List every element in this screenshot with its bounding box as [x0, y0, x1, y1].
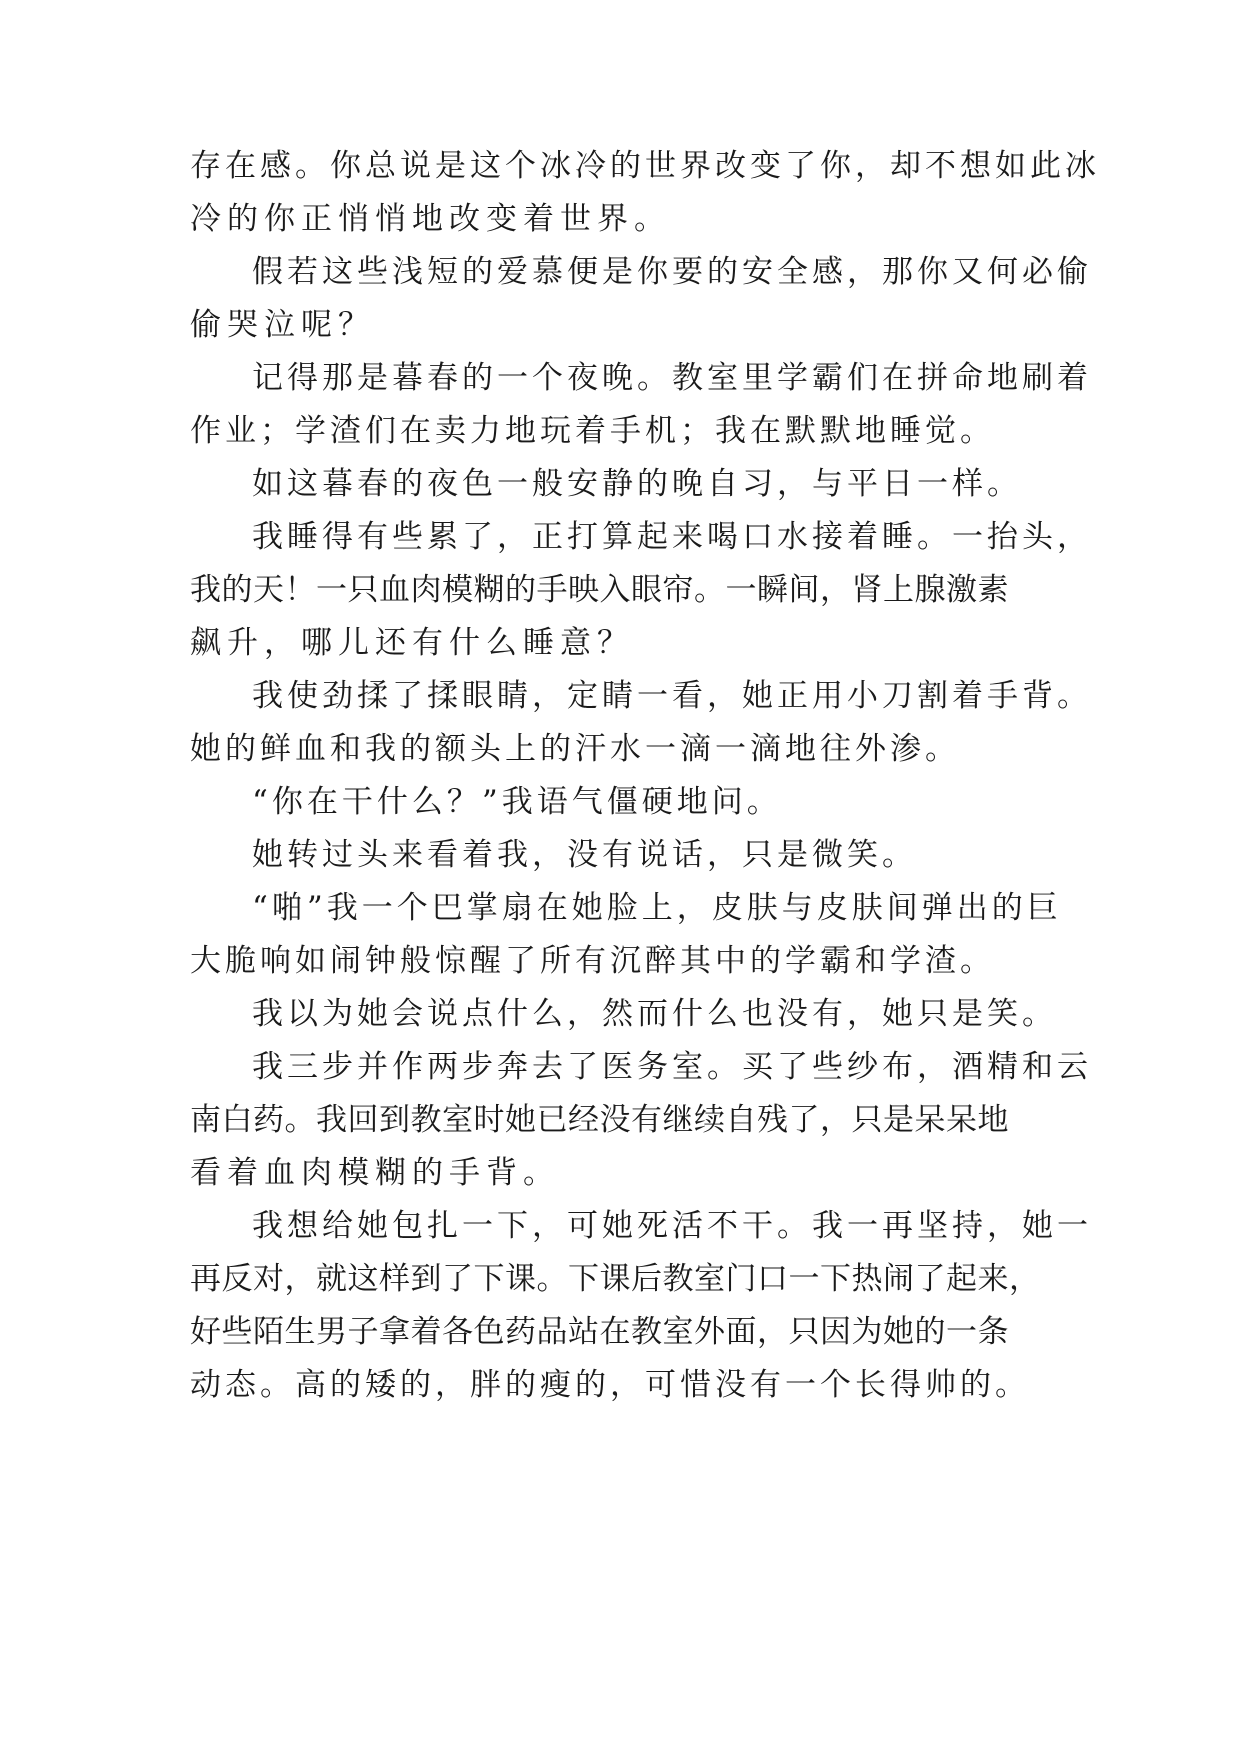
text-line: 我以为她会说点什么，然而什么也没有，她只是笑。 — [252, 996, 1057, 1032]
text-line: 再反对，就这样到了下课。下课后教室门口一下热闹了起来， — [190, 1261, 1041, 1297]
text-line: 动态。高的矮的，胖的瘦的，可惜没有一个长得帅的。 — [190, 1367, 1030, 1403]
text-line: 她的鲜血和我的额头上的汗水一滴一滴地往外渗。 — [190, 731, 960, 767]
text-line: 南白药。我回到教室时她已经没有继续自残了，只是呆呆地 — [190, 1102, 1009, 1138]
text-line: 作业；学渣们在卖力地玩着手机；我在默默地睡觉。 — [190, 413, 995, 449]
text-line: 她转过头来看着我，没有说话，只是微笑。 — [252, 837, 917, 873]
text-line: 存在感。你总说是这个冰冷的世界改变了你，却不想如此冰 — [190, 148, 1100, 184]
text-line: 偷哭泣呢？ — [190, 307, 375, 343]
text-line: 好些陌生男子拿着各色药品站在教室外面，只因为她的一条 — [190, 1314, 1009, 1350]
text-line: 如这暮春的夜色一般安静的晚自习，与平日一样。 — [252, 466, 1022, 502]
text-line: 飙升，哪儿还有什么睡意？ — [190, 625, 634, 661]
text-line: “啪”我一个巴掌扇在她脸上，皮肤与皮肤间弹出的巨 — [252, 890, 1062, 926]
text-line: “你在干什么？”我语气僵硬地问。 — [252, 784, 782, 820]
text-line: 记得那是暮春的一个夜晚。教室里学霸们在拼命地刷着 — [252, 360, 1092, 396]
text-line: 我想给她包扎一下，可她死活不干。我一再坚持，她一 — [252, 1208, 1092, 1244]
text-line: 我使劲揉了揉眼睛，定睛一看，她正用小刀割着手背。 — [252, 678, 1092, 714]
text-line: 我睡得有些累了，正打算起来喝口水接着睡。一抬头， — [252, 519, 1092, 555]
text-line: 看着血肉模糊的手背。 — [190, 1155, 560, 1191]
text-line: 我的天！一只血肉模糊的手映入眼帘。一瞬间，肾上腺激素 — [190, 572, 1009, 608]
text-line: 大脆响如闹钟般惊醒了所有沉醉其中的学霸和学渣。 — [190, 943, 995, 979]
text-line: 冷的你正悄悄地改变着世界。 — [190, 201, 671, 237]
text-line: 我三步并作两步奔去了医务室。买了些纱布，酒精和云 — [252, 1049, 1092, 1085]
text-line: 假若这些浅短的爱慕便是你要的安全感，那你又何必偷 — [252, 254, 1092, 290]
